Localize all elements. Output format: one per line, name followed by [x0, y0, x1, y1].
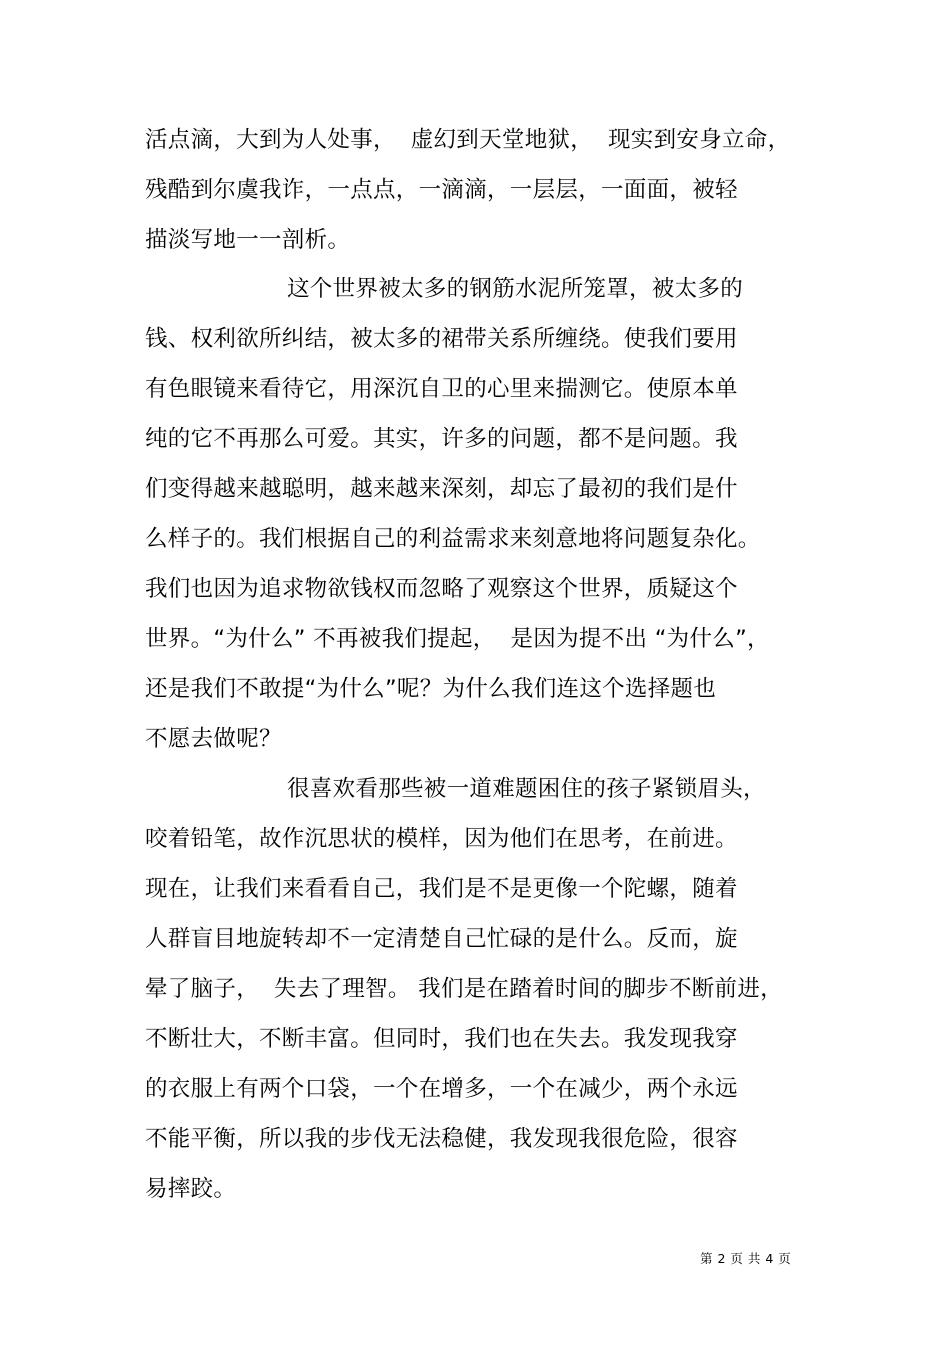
- page-number-footer: 第 2 页 共 4 页: [700, 1251, 792, 1266]
- paragraph-2-line-5: 们变得越来越聪明，越来越来深刻，却忘了最初的我们是什: [145, 476, 738, 502]
- paragraph-3-line-9: 易摔跤。: [145, 1176, 237, 1202]
- paragraph-3-line-1: 很喜欢看那些被一道难题困住的孩子紧锁眉头，: [287, 776, 766, 802]
- paragraph-3-line-5: 晕了脑子， 失去了理智。 我们是在踏着时间的脚步不断前进，: [145, 976, 783, 1002]
- paragraph-2-line-4: 纯的它不再那么可爱。其实，许多的问题，都不是问题。我: [145, 426, 738, 452]
- paragraph-2-line-10: 不愿去做呢？: [145, 726, 282, 752]
- paragraph-3-line-2: 咬着铅笔，故作沉思状的模样，因为他们在思考，在前进。: [145, 826, 738, 852]
- paragraph-3-line-6: 不断壮大，不断丰富。但同时，我们也在失去。我发现我穿: [145, 1026, 738, 1052]
- paragraph-1-line-2: 残酷到尔虞我诈，一点点，一滴滴，一层层，一面面，被轻: [145, 177, 738, 203]
- paragraph-2-line-7: 我们也因为追求物欲钱权而忽略了观察这个世界，质疑这个: [145, 576, 738, 602]
- paragraph-3-line-8: 不能平衡，所以我的步伐无法稳健，我发现我很危险，很容: [145, 1126, 738, 1152]
- paragraph-3-line-3: 现在，让我们来看看自己，我们是不是更像一个陀螺，随着: [145, 876, 738, 902]
- paragraph-3-line-4: 人群盲目地旋转却不一定清楚自己忙碌的是什么。反而，旋: [145, 926, 738, 952]
- paragraph-1-line-3: 描淡写地一一剖析。: [145, 227, 351, 253]
- paragraph-2-line-9: 还是我们不敢提“为什么”呢？为什么我们连这个选择题也: [145, 676, 717, 702]
- paragraph-2-line-1: 这个世界被太多的钢筋水泥所笼罩，被太多的: [287, 276, 744, 302]
- paragraph-2-line-8: 世界。“为什么” 不再被我们提起， 是因为提不出 “为什么”，: [145, 626, 770, 652]
- paragraph-1-line-1: 活点滴，大到为人处事， 虚幻到天堂地狱， 现实到安身立命，: [145, 127, 791, 153]
- paragraph-2-line-2: 钱、权利欲所纠结，被太多的裙带关系所缠绕。使我们要用: [145, 326, 738, 352]
- paragraph-2-line-3: 有色眼镜来看待它，用深沉自卫的心里来揣测它。使原本单: [145, 376, 738, 402]
- paragraph-3-line-7: 的衣服上有两个口袋，一个在增多，一个在减少，两个永远: [145, 1076, 738, 1102]
- paragraph-2-line-6: 么样子的。我们根据自己的利益需求来刻意地将问题复杂化。: [145, 526, 761, 552]
